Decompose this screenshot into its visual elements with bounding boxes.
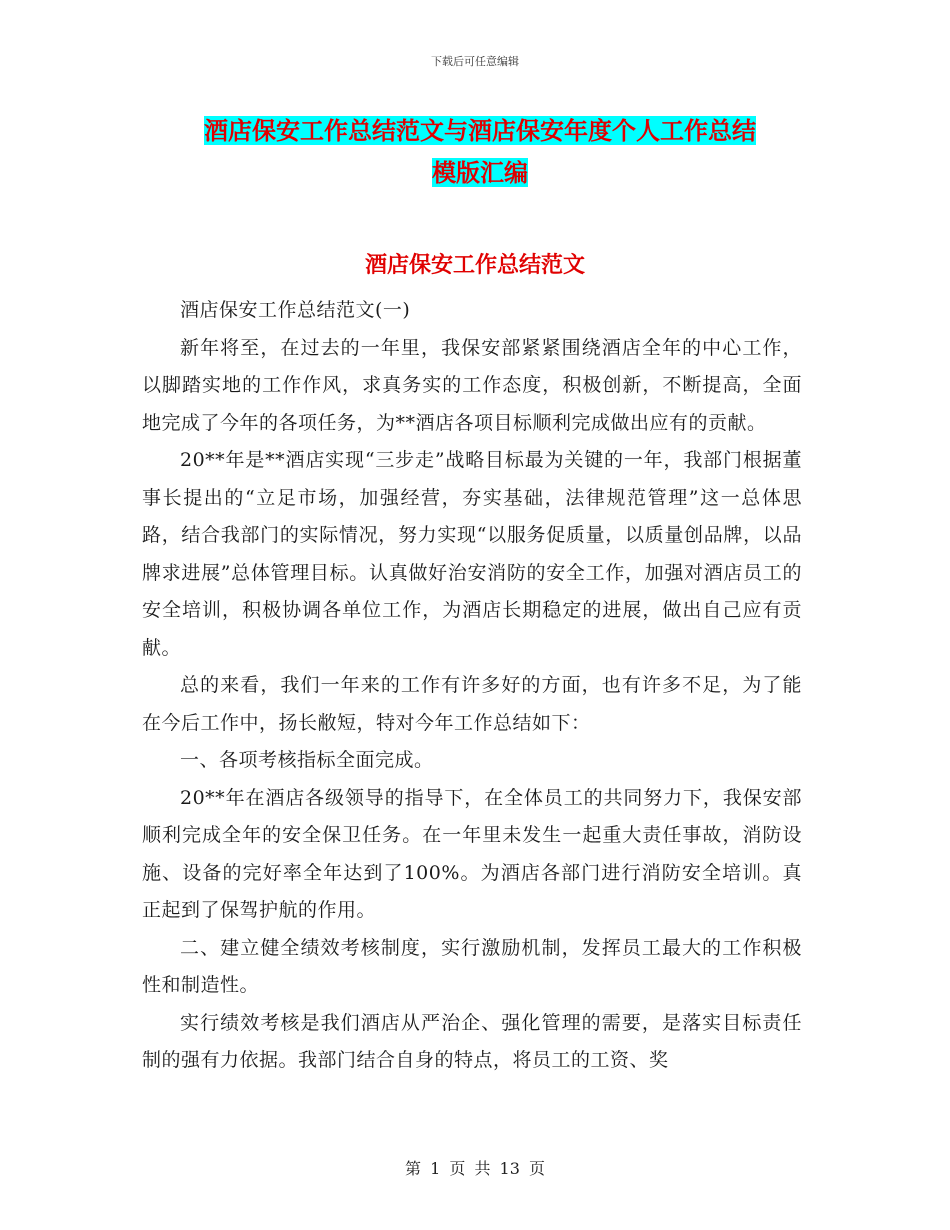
paragraph: 总的来看，我们一年来的工作有许多好的方面，也有许多不足，为了能在今后工作中，扬长敝短，特对今年工作总结如下： [142, 674, 802, 734]
document-title [140, 110, 820, 194]
document-title-line-2: 模版汇编 [432, 158, 528, 187]
document-title-line-1: 酒店保安工作总结范文与酒店保安年度个人工作总结 [204, 116, 756, 145]
paragraph: 20**年在酒店各级领导的指导下，在全体员工的共同努力下，我保安部顺利完成全年的安全保卫任务。在一年里未发生一起重大责任事故，消防设施、设备的完好率全年达到了100%。为酒店各部门进行消防安全培训。真正起到了保驾护航的作用。 [142, 786, 802, 921]
paragraph-heading: 一、各项考核指标全面完成。 [180, 749, 434, 771]
paragraph-subtitle: 酒店保安工作总结范文(一) [180, 299, 411, 321]
section-title: 酒店保安工作总结范文 [364, 252, 585, 278]
paragraph: 新年将至，在过去的一年里，我保安部紧紧围绕酒店全年的中心工作，以脚踏实地的工作作风，求真务实的工作态度，积极创新，不断提高，全面地完成了今年的各项任务，为**酒店各项目标顺利完成做出应有的贡献。 [142, 336, 802, 434]
paragraph-heading: 二、建立健全绩效考核制度，实行激励机制，发挥员工最大的工作积极性和制造性。 [142, 936, 802, 996]
paragraph: 20**年是**酒店实现“三步走”战略目标最为关键的一年，我部门根据董事长提出的“立足市场，加强经营，夯实基础，法律规范管理”这一总体思路，结合我部门的实际情况，努力实现“以服务促质量，以质量创品牌，以品牌求进展”总体管理目标。认真做好治安消防的安全工作，加强对酒店员工的安全培训，积极协调各单位工作，为酒店长期稳定的进展，做出自己应有贡献。 [142, 449, 802, 659]
page-number: 第 1 页 共 13 页 [405, 1159, 545, 1178]
body-text [142, 292, 802, 1080]
header-note: 下载后可任意编辑 [431, 55, 519, 68]
paragraph: 实行绩效考核是我们酒店从严治企、强化管理的需要，是落实目标责任制的强有力依据。我部门结合自身的特点，将员工的工资、奖 [142, 1011, 802, 1071]
